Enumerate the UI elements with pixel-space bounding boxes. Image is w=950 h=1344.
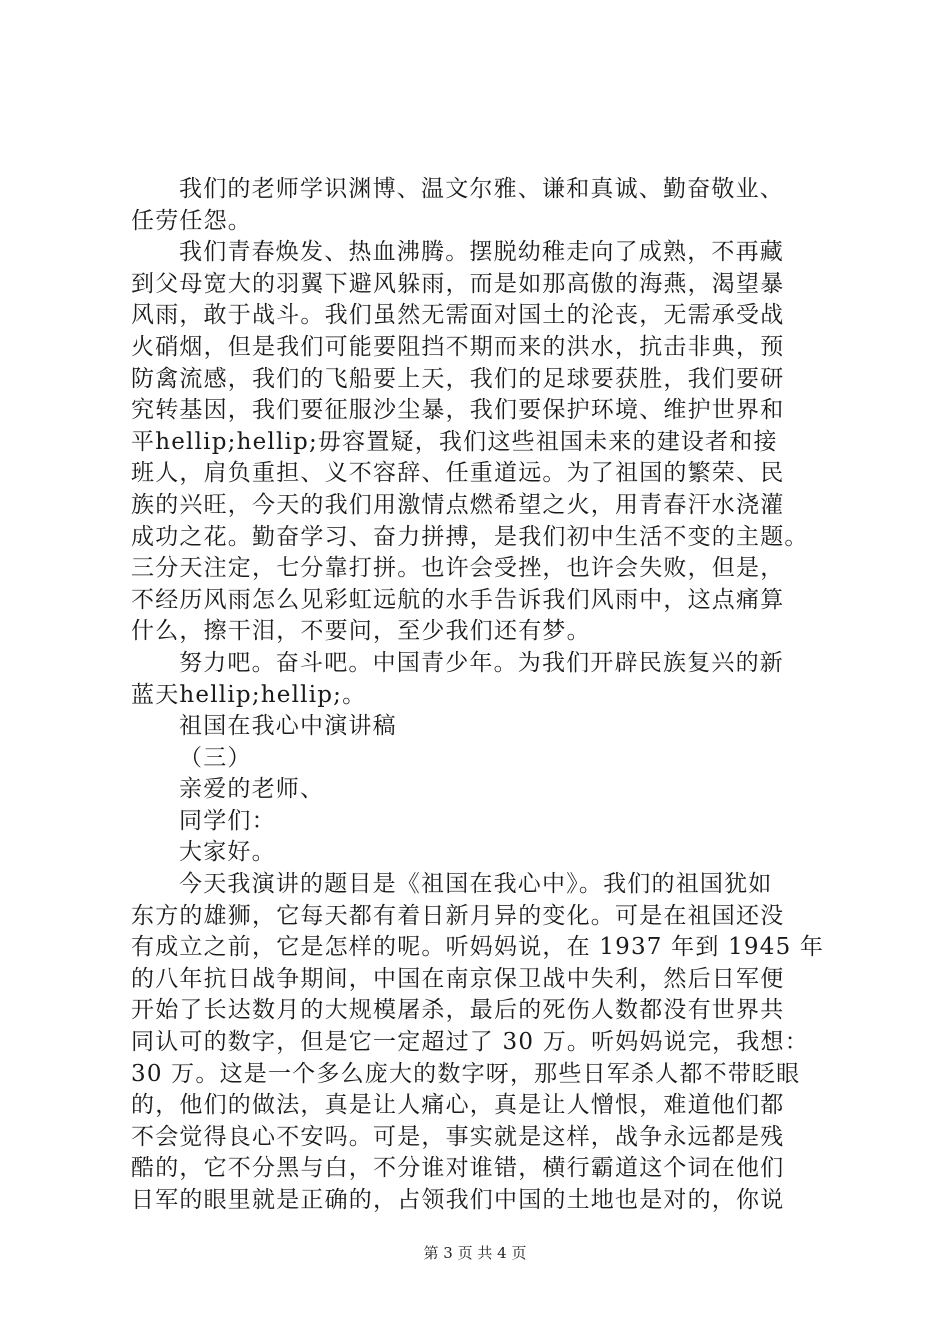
text-line: 有成立之前，它是怎样的呢。听妈妈说，在 1937 年到 1945 年 <box>131 934 825 961</box>
text-line: 30 万。这是一个多么庞大的数字呀，那些日军杀人都不带眨眼 <box>131 1060 801 1087</box>
text-line: 我们青春焕发、热血沸腾。摆脱幼稚走向了成熟，不再藏 <box>179 239 784 266</box>
text-line: 的，他们的做法，真是让人痛心，真是让人憎恨，难道他们都 <box>131 1092 785 1119</box>
text-line: 努力吧。奋斗吧。中国青少年。为我们开辟民族复兴的新 <box>179 649 784 676</box>
salutation-teachers <box>131 774 836 806</box>
text-line: 大家好。 <box>179 839 276 866</box>
text-line: 防禽流感，我们的飞船要上天，我们的足球要获胜，我们要研 <box>131 365 785 392</box>
text-line: 今天我演讲的题目是《祖国在我心中》。我们的祖国犹如 <box>179 871 773 898</box>
text-line: 成功之花。勤奋学习、奋力拼搏，是我们初中生活不变的主题。 <box>131 523 809 550</box>
text-line: 什么，擦干泪，不要问，至少我们还有梦。 <box>131 618 591 645</box>
text-line: 同学们： <box>179 807 276 834</box>
page-footer: 第 3 页 共 4 页 <box>423 1244 527 1262</box>
text-line: 不经历风雨怎么见彩虹远航的水手告诉我们风雨中，这点痛算 <box>131 586 785 613</box>
text-line: 三分天注定，七分靠打拼。也许会受挫，也许会失败，但是， <box>131 555 785 582</box>
text-line: 日军的眼里就是正确的，占领我们中国的土地也是对的，你说 <box>131 1187 785 1213</box>
document-body <box>131 174 836 1217</box>
paragraph-speech-body <box>131 869 836 1217</box>
text-line: （三） <box>179 744 252 771</box>
greeting <box>131 837 836 869</box>
text-line: 风雨，敢于战斗。我们虽然无需面对国土的沦丧，无需承受战 <box>131 302 785 329</box>
speech-title <box>131 711 836 743</box>
paragraph-teachers <box>131 174 836 237</box>
text-line: 酷的，它不分黑与白，不分谁对谁错，横行霸道这个词在他们 <box>131 1155 785 1182</box>
text-line: 平hellip;hellip;毋容置疑，我们这些祖国未来的建设者和接 <box>131 428 778 455</box>
text-line: 族的兴旺，今天的我们用激情点燃希望之火，用青春汗水浇灌 <box>131 491 785 518</box>
text-line: 开始了长达数月的大规模屠杀，最后的死伤人数都没有世界共 <box>131 997 785 1024</box>
text-line: 东方的雄狮，它每天都有着日新月异的变化。可是在祖国还没 <box>131 902 785 929</box>
text-line: 班人，肩负重担、义不容辞、任重道远。为了祖国的繁荣、民 <box>131 460 785 487</box>
paragraph-youth <box>131 237 836 648</box>
paragraph-strive <box>131 648 836 711</box>
text-line: 任劳任怨。 <box>131 207 252 234</box>
text-line: 祖国在我心中演讲稿 <box>179 713 397 740</box>
text-line: 不会觉得良心不安吗。可是，事实就是这样，战争永远都是残 <box>131 1123 785 1150</box>
speech-number <box>131 743 836 775</box>
text-line: 同认可的数字，但是它一定超过了 30 万。听妈妈说完，我想： <box>131 1029 809 1056</box>
text-line: 到父母宽大的羽翼下避风躲雨，而是如那高傲的海燕，渴望暴 <box>131 270 785 297</box>
text-line: 火硝烟，但是我们可能要阻挡不期而来的洪水，抗击非典，预 <box>131 333 785 360</box>
text-line: 亲爱的老师、 <box>179 776 325 803</box>
text-line: 蓝天hellip;hellip;。 <box>131 681 367 708</box>
text-line: 究转基因，我们要征服沙尘暴，我们要保护环境、维护世界和 <box>131 397 785 424</box>
text-line: 我们的老师学识渊博、温文尔雅、谦和真诚、勤奋敬业、 <box>179 176 784 202</box>
text-line: 的八年抗日战争期间，中国在南京保卫战中失利，然后日军便 <box>131 965 785 992</box>
salutation-students <box>131 806 836 838</box>
